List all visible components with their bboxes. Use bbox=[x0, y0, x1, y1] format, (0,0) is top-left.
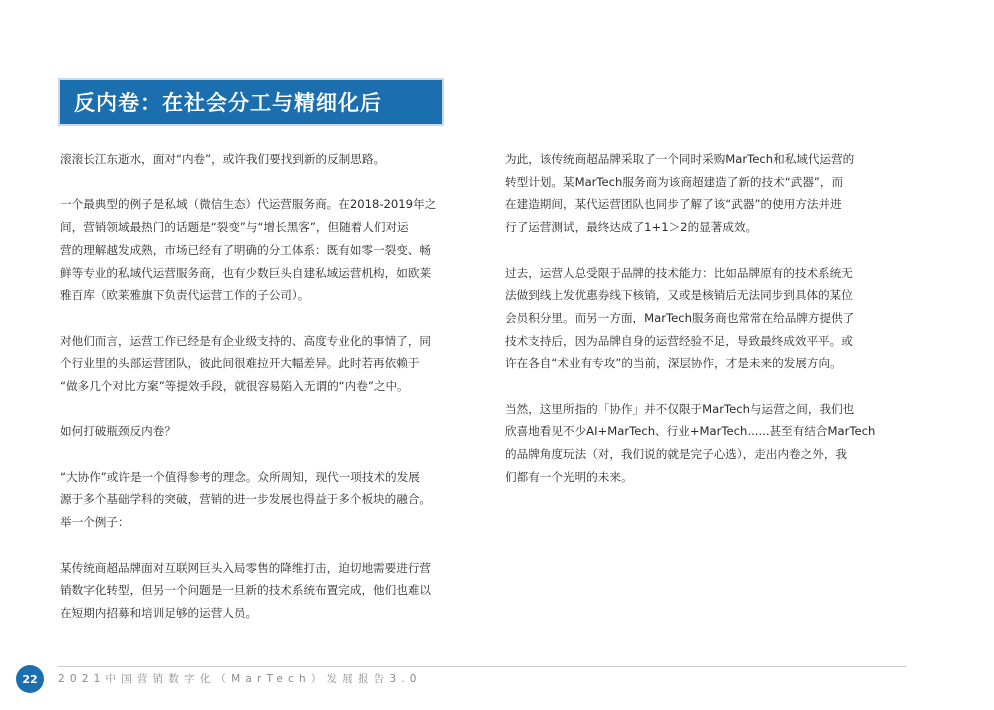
section-title: 反内卷：在社会分工与精细化后 bbox=[74, 91, 382, 115]
paragraph bbox=[505, 262, 869, 376]
paragraph-line: 的品牌角度玩法（对，我们说的就是完子心选），走出内卷之外，我 bbox=[505, 447, 848, 462]
paragraph-line: 技术支持后，因为品牌自身的运营经验不足，导致最终成效平平。或 bbox=[505, 333, 853, 348]
paragraph-line: 许在各自“术业有专攻”的当前，深层协作，才是未来的发展方向。 bbox=[505, 356, 842, 371]
paragraph-line: 会员积分里。而另一方面，MarTech服务商也常常在给品牌方提供了 bbox=[505, 310, 855, 325]
paragraph bbox=[60, 466, 445, 534]
paragraph-line: 个行业里的头部运营团队，彼此间很难拉开大幅差异。此时若再依赖于 bbox=[60, 356, 420, 371]
paragraph-line: 转型计划。某MarTech服务商为该商超建造了新的技术“武器”，而 bbox=[505, 174, 844, 189]
paragraph-line: “做多几个对比方案”等提效手段，就很容易陷入无谓的“内卷”之中。 bbox=[60, 379, 409, 393]
paragraph-line: 雅百库（欧莱雅旗下负责代运营工作的子公司）。 bbox=[60, 288, 310, 303]
paragraph bbox=[505, 148, 869, 239]
paragraph-line: 法做到线上发优惠券线下核销，又或是核销后无法同步到具体的某位 bbox=[505, 288, 853, 303]
paragraph-line: 销数字化转型，但另一个问题是一旦新的技术系统布置完成，他们也难以 bbox=[60, 583, 432, 598]
paragraph bbox=[60, 420, 445, 443]
paragraph-line: 间，营销领域最热门的话题是“裂变”与“增长黑客”，但随着人们对运 bbox=[60, 220, 409, 235]
paragraph-line: 欣喜地看见不少AI+MarTech、行业+MarTech......甚至有结合MarTech bbox=[505, 424, 876, 439]
footer-divider bbox=[58, 666, 906, 667]
paragraph-line: 对他们而言，运营工作已经是有企业级支持的、高度专业化的事情了，同 bbox=[60, 333, 432, 348]
paragraph-line: “大协作”或许是一个值得参考的理念。众所周知，现代一项技术的发展 bbox=[60, 469, 420, 484]
paragraph-line: 行了运营测试，最终达成了1+1＞2的显著成效。 bbox=[505, 220, 758, 235]
paragraph-line: 为此，该传统商超品牌采取了一个同时采购MarTech和私域代运营的 bbox=[505, 152, 855, 166]
paragraph bbox=[505, 398, 876, 489]
paragraph-line: 一个最典型的例子是私域（微信生态）代运营服务商。在2018-2019年之 bbox=[60, 197, 437, 212]
paragraph-line: 在短期内招募和培训足够的运营人员。 bbox=[60, 605, 258, 620]
section-title-banner bbox=[58, 78, 444, 126]
paragraph-line: 滚滚长江东逝水，面对“内卷”，或许我们要找到新的反制思路。 bbox=[60, 152, 386, 166]
paragraph-line: 源于多个基础学科的突破，营销的进一步发展也得益于多个板块的融合。 bbox=[60, 492, 432, 507]
paragraph-line: 某传统商超品牌面对互联网巨头入局零售的降维打击，迫切地需要进行营 bbox=[60, 560, 432, 575]
left-text-column bbox=[60, 148, 445, 647]
paragraph-line: 当然，这里所指的「协作」并不仅限于MarTech与运营之间，我们也 bbox=[505, 401, 855, 416]
right-text-column bbox=[505, 148, 876, 511]
paragraph-line: 如何打破瓶颈反内卷？ bbox=[60, 424, 176, 439]
paragraph-line: 营的理解越发成熟，市场已经有了明确的分工体系：既有如零一裂变、畅 bbox=[60, 242, 432, 257]
paragraph-line: 在建造期间，某代运营团队也同步了解了该“武器”的使用方法并进 bbox=[505, 197, 842, 212]
paragraph-line: 过去，运营人总受限于品牌的技术能力：比如品牌原有的技术系统无 bbox=[505, 265, 853, 280]
paragraph bbox=[60, 193, 445, 307]
paragraph-line: 们都有一个光明的未来。 bbox=[505, 469, 633, 484]
footer-report-title: 2021中国营销数字化（MarTech）发展报告3.0 bbox=[58, 673, 422, 685]
paragraph bbox=[60, 330, 445, 398]
paragraph bbox=[60, 557, 445, 625]
page-number-badge bbox=[16, 665, 44, 693]
paragraph-line: 鲜等专业的私域代运营服务商，也有少数巨头自建私域运营机构，如欧莱 bbox=[60, 265, 432, 280]
paragraph-line: 举一个例子： bbox=[60, 515, 130, 530]
page-number: 22 bbox=[22, 672, 38, 686]
paragraph bbox=[60, 148, 445, 171]
